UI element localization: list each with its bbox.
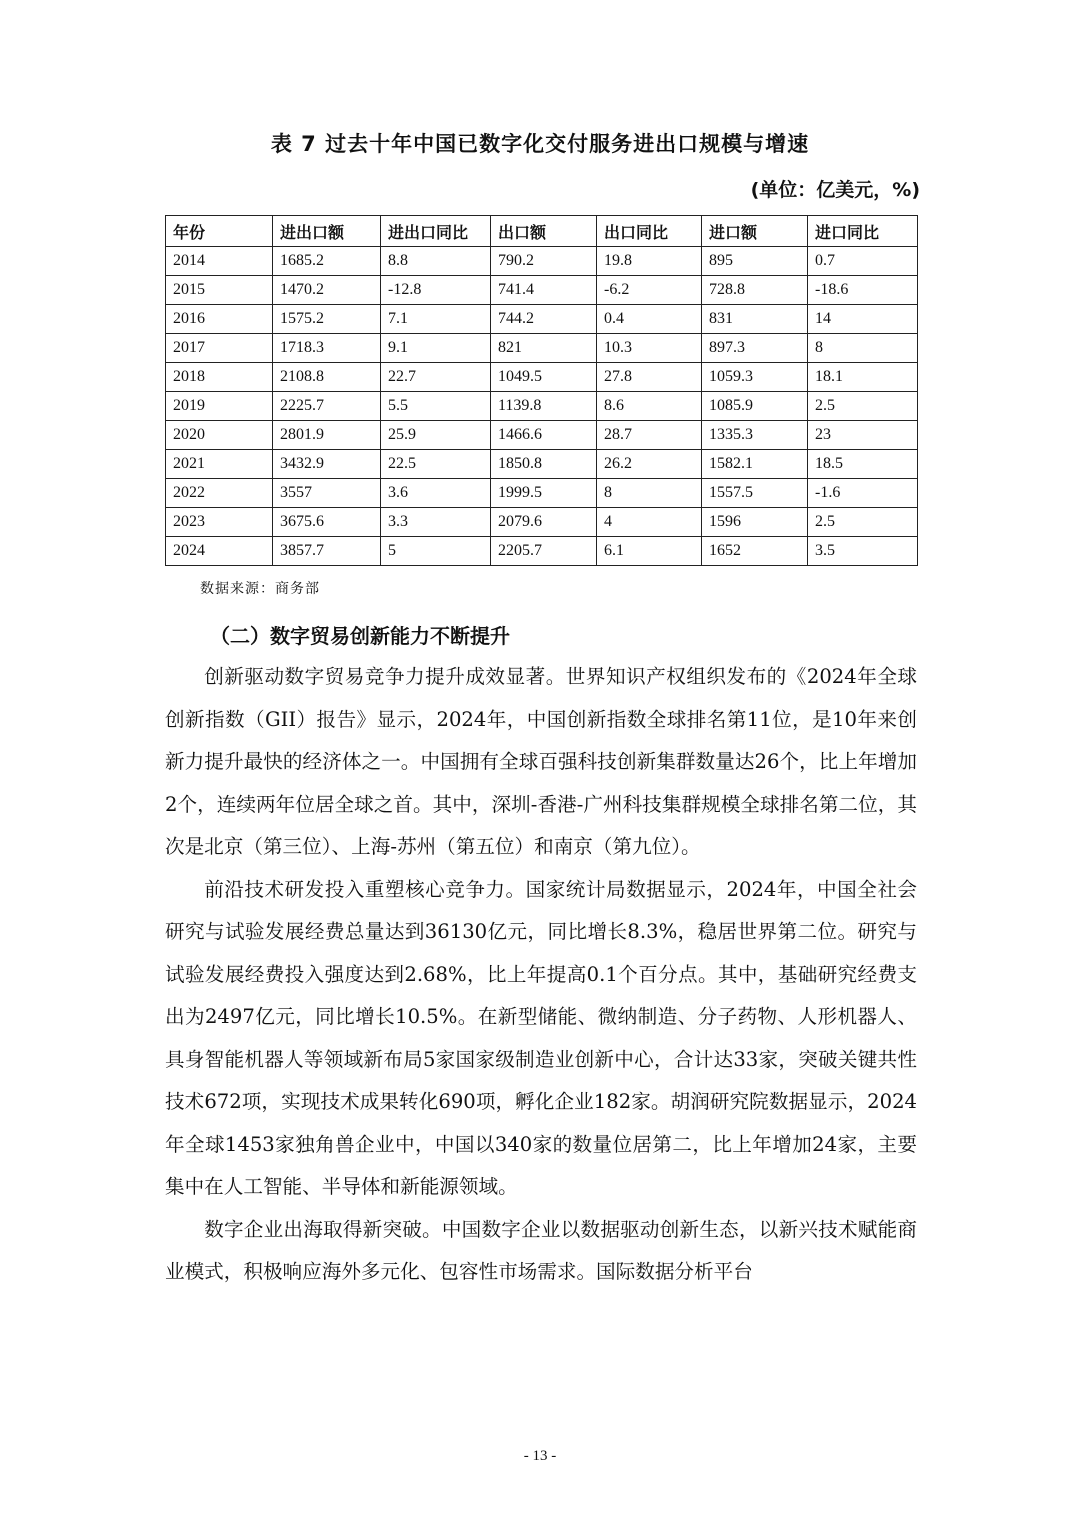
table-cell: 5 — [381, 537, 491, 566]
table-cell: 9.1 — [381, 334, 491, 363]
table-cell: 1596 — [702, 508, 808, 537]
table-cell: 3.3 — [381, 508, 491, 537]
table-title: 表 7 过去十年中国已数字化交付服务进出口规模与增速 — [270, 132, 810, 156]
table-cell: 1139.8 — [491, 392, 597, 421]
table-cell: 2079.6 — [491, 508, 597, 537]
table-cell: 8.6 — [597, 392, 702, 421]
paragraph-innovation — [165, 656, 917, 869]
table-cell: 790.2 — [491, 247, 597, 276]
paragraph-text: 国家统计局数据显示，2024年，中国全社会研究与试验发展经费总量达到36130亿元，同比增长8.3%，稳居世界第二位。研究与试验发展经费投入强度达到2.68%，比上年提高0.1个百分点。其中，基础研究经费支出为2497亿元，同比增长10.5%。在新型储能、微纳制造、分子药物、人形机器人、具身智能机器人等领域新布局5家国家级制造业创新中心，合计达33家，突破关键共性技术672项，实现技术成果转化690项，孵化企业182家。胡润研究院数据显示，2024年全球1453家独角兽企业中，中国以340家的数量位居第二，比上年增加24家，主要集中在人工智能、半导体和新能源领域。 — [165, 877, 918, 1198]
table-cell: 2023 — [166, 508, 273, 537]
table-cell: 18.1 — [808, 363, 918, 392]
table-cell: 0.7 — [808, 247, 918, 276]
header-export: 出口额 — [491, 216, 597, 247]
table-cell: 2225.7 — [273, 392, 381, 421]
table-cell: 23 — [808, 421, 918, 450]
body-text — [165, 656, 917, 1294]
table-cell: -1.6 — [808, 479, 918, 508]
table-cell: 2016 — [166, 305, 273, 334]
table-cell: 0.4 — [597, 305, 702, 334]
table-cell: 1575.2 — [273, 305, 381, 334]
table-cell: 5.5 — [381, 392, 491, 421]
table-cell: 18.5 — [808, 450, 918, 479]
table-cell: 1652 — [702, 537, 808, 566]
table-cell: 3432.9 — [273, 450, 381, 479]
table-header-row — [166, 216, 918, 247]
table-cell: 4 — [597, 508, 702, 537]
table-cell: 3557 — [273, 479, 381, 508]
table-cell: 22.5 — [381, 450, 491, 479]
header-import-yoy: 进口同比 — [808, 216, 918, 247]
table-cell: 2018 — [166, 363, 273, 392]
table-cell: 2019 — [166, 392, 273, 421]
table-cell: 1718.3 — [273, 334, 381, 363]
table-cell: 728.8 — [702, 276, 808, 305]
table-cell: 8.8 — [381, 247, 491, 276]
paragraph-overseas — [165, 1209, 917, 1294]
table-cell: 2017 — [166, 334, 273, 363]
table-cell: 27.8 — [597, 363, 702, 392]
table-cell: 26.2 — [597, 450, 702, 479]
table-cell: 2801.9 — [273, 421, 381, 450]
table-cell: 1335.3 — [702, 421, 808, 450]
table-cell: 2015 — [166, 276, 273, 305]
table-cell: 1999.5 — [491, 479, 597, 508]
table-row — [166, 508, 918, 537]
table-cell: 6.1 — [597, 537, 702, 566]
table-cell: 22.7 — [381, 363, 491, 392]
table-cell: 14 — [808, 305, 918, 334]
table-cell: 3.6 — [381, 479, 491, 508]
table-cell: 3.5 — [808, 537, 918, 566]
table-cell: -6.2 — [597, 276, 702, 305]
table-cell: 3675.6 — [273, 508, 381, 537]
header-total-yoy: 进出口同比 — [381, 216, 491, 247]
header-import: 进口额 — [702, 216, 808, 247]
table-row — [166, 247, 918, 276]
table-cell: 8 — [597, 479, 702, 508]
table-cell: 2021 — [166, 450, 273, 479]
table-cell: 2.5 — [808, 392, 918, 421]
table-cell: 8 — [808, 334, 918, 363]
table-row — [166, 479, 918, 508]
table-cell: 2020 — [166, 421, 273, 450]
table-cell: 2108.8 — [273, 363, 381, 392]
header-year: 年份 — [166, 216, 273, 247]
table-cell: 2205.7 — [491, 537, 597, 566]
paragraph-rnd — [165, 869, 917, 1209]
table-row — [166, 363, 918, 392]
table-cell: 2024 — [166, 537, 273, 566]
trade-data-table — [165, 215, 918, 566]
header-total: 进出口额 — [273, 216, 381, 247]
table-cell: 1466.6 — [491, 421, 597, 450]
table-row — [166, 334, 918, 363]
table-cell: 895 — [702, 247, 808, 276]
table-source-note: 数据来源：商务部 — [200, 581, 320, 597]
header-export-yoy: 出口同比 — [597, 216, 702, 247]
table-row — [166, 305, 918, 334]
table-cell: 897.3 — [702, 334, 808, 363]
table-unit-label: (单位：亿美元，%) — [750, 179, 920, 201]
table-cell: 1470.2 — [273, 276, 381, 305]
table-row — [166, 450, 918, 479]
table-cell: 2014 — [166, 247, 273, 276]
table-cell: 25.9 — [381, 421, 491, 450]
table-cell: 831 — [702, 305, 808, 334]
paragraph-lead: 前沿技术研发投入重塑核心竞争力。 — [204, 877, 526, 901]
table-row — [166, 392, 918, 421]
table-cell: 1557.5 — [702, 479, 808, 508]
table-cell: -12.8 — [381, 276, 491, 305]
paragraph-lead: 数字企业出海取得新突破。 — [204, 1217, 442, 1241]
table-cell: 1850.8 — [491, 450, 597, 479]
paragraph-text: 中国数字企业以数据驱动创新生态，以新兴技术赋能商业模式，积极响应海外多元化、包容性市场需求。国际数据分析平台 — [165, 1217, 918, 1283]
table-cell: 2022 — [166, 479, 273, 508]
table-cell: 1582.1 — [702, 450, 808, 479]
table-row — [166, 421, 918, 450]
section-heading: （二）数字贸易创新能力不断提升 — [210, 624, 510, 648]
paragraph-lead: 创新驱动数字贸易竞争力提升成效显著。 — [204, 665, 566, 688]
table-cell: 3857.7 — [273, 537, 381, 566]
table-cell: 2.5 — [808, 508, 918, 537]
table-cell: 821 — [491, 334, 597, 363]
table-cell: 19.8 — [597, 247, 702, 276]
table-cell: 744.2 — [491, 305, 597, 334]
table-cell: 1059.3 — [702, 363, 808, 392]
table-row — [166, 276, 918, 305]
table-cell: 741.4 — [491, 276, 597, 305]
table-row — [166, 537, 918, 566]
table-cell: 1049.5 — [491, 363, 597, 392]
table-cell: 10.3 — [597, 334, 702, 363]
table-cell: -18.6 — [808, 276, 918, 305]
table-cell: 1685.2 — [273, 247, 381, 276]
table-cell: 7.1 — [381, 305, 491, 334]
paragraph-text: 世界知识产权组织发布的《2024年全球创新指数（GII）报告》显示，2024年，中国创新指数全球排名第11位，是10年来创新力提升最快的经济体之一。中国拥有全球百强科技创新集群数量达26个，比上年增加2个，连续两年位居全球之首。其中，深圳-香港-广州科技集群规模全球排名第二位，其次是北京（第三位）、上海-苏州（第五位）和南京（第九位）。 — [165, 665, 917, 858]
table-cell: 28.7 — [597, 421, 702, 450]
table-cell: 1085.9 — [702, 392, 808, 421]
page-number: - 13 - — [523, 1448, 557, 1464]
